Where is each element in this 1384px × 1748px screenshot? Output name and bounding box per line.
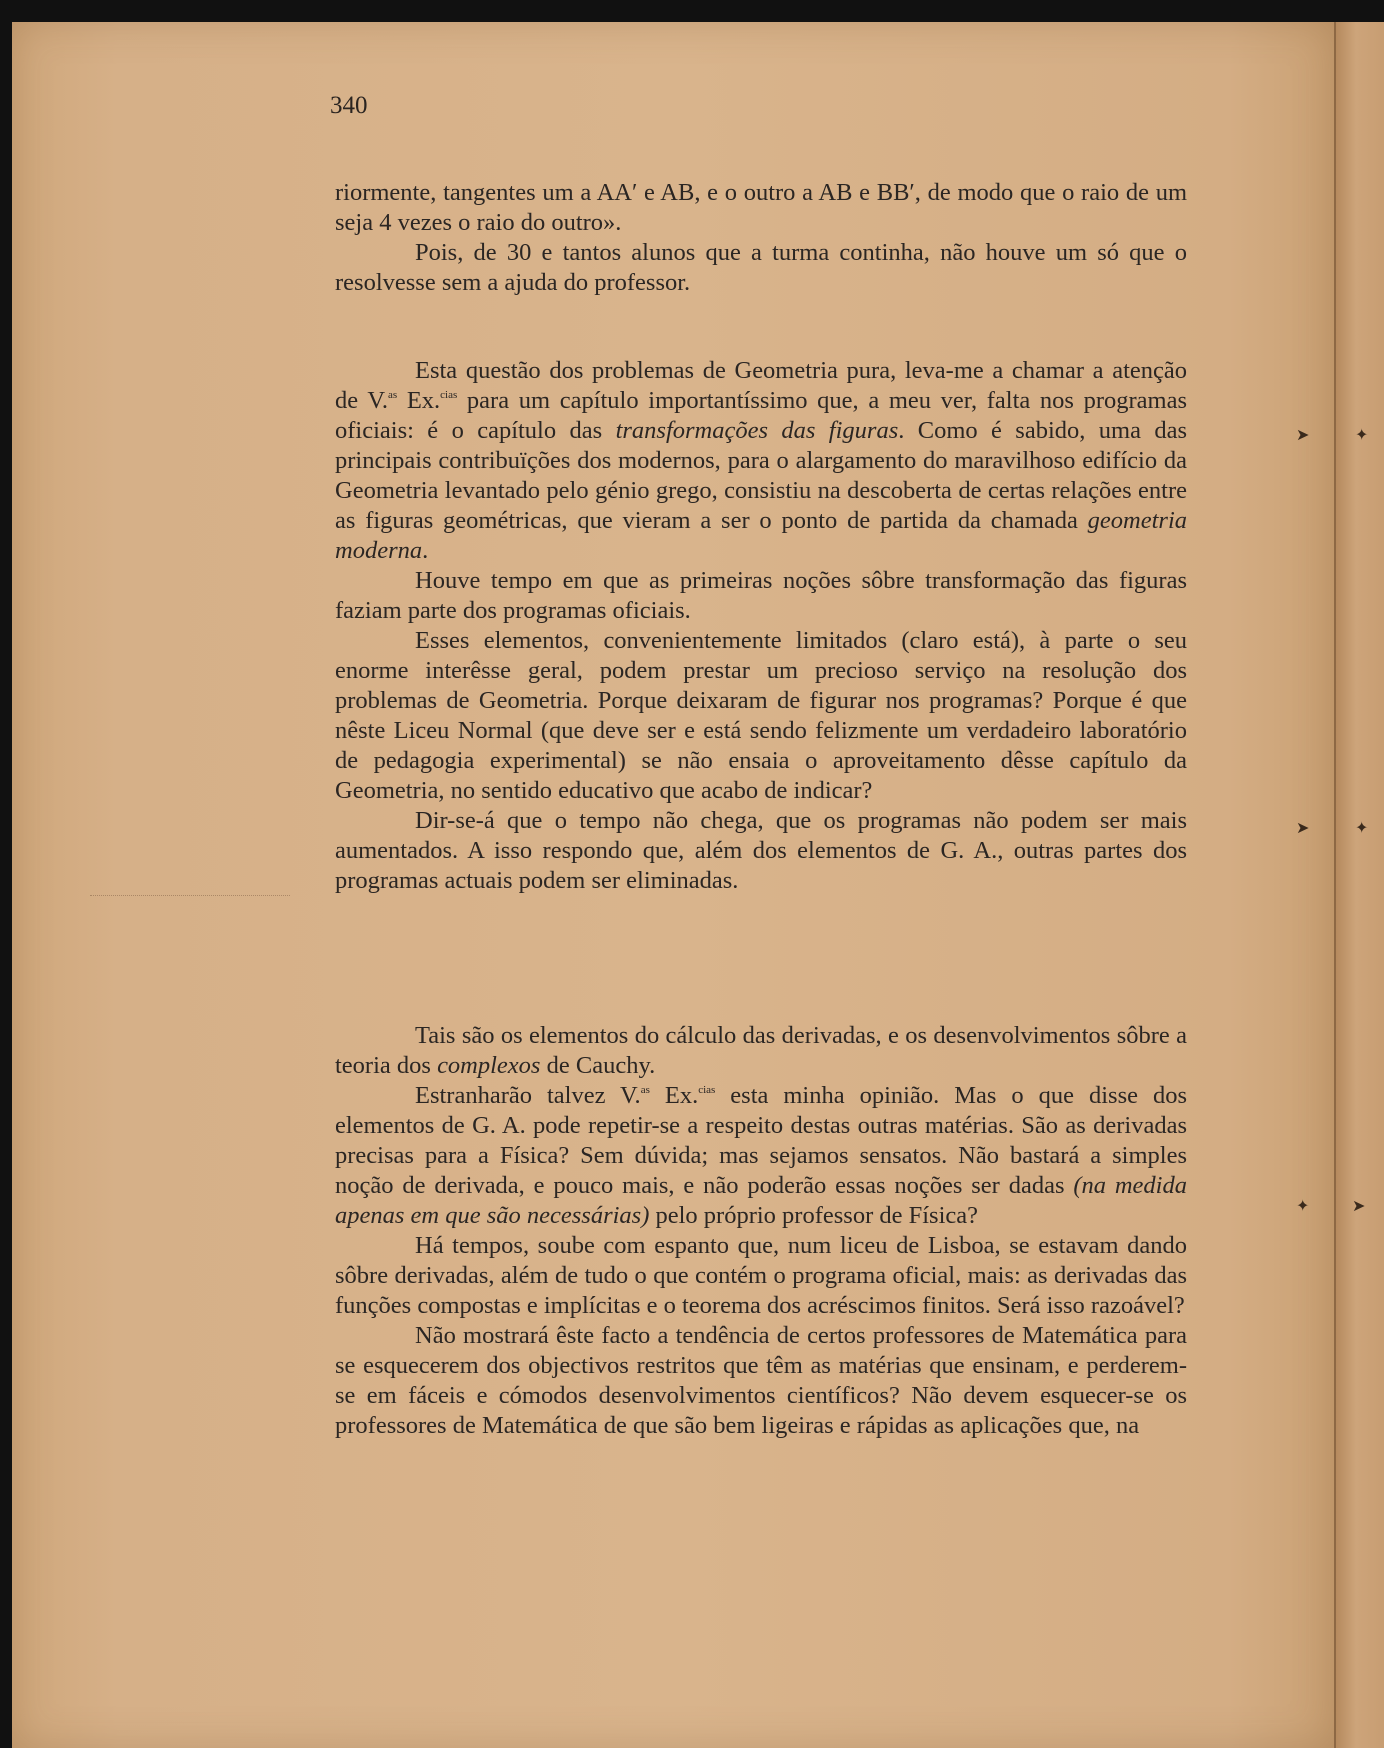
binding-mark: ✦ (1355, 818, 1369, 837)
binding-mark: ➤ (1296, 818, 1310, 837)
binding-mark: ✦ (1355, 425, 1369, 444)
paragraph: Tais são os elementos do cálculo das derivadas, e os desenvolvimentos sôbre a teoria dos complexos de Cauchy. (335, 1022, 1187, 1079)
paragraph: Não mostrará êste facto a tendência de certos professores de Matemática para se esquecerem dos objectivos restritos que têm as matérias que ensinam, e perderem-se em fáceis e cómodos desenvolvimentos científicos? Não devem esquecer-se os professores de Matemática de que são bem ligeiras e rápidas as aplicações que, na (335, 1322, 1187, 1439)
page-number: 340 (330, 92, 368, 119)
emphasis: complexos (437, 1052, 541, 1079)
emphasis: geometria moderna (335, 507, 1187, 564)
paragraph: Pois, de 30 e tantos alunos que a turma continha, não houve um só que o resolvesse sem a ajuda do professor. (335, 239, 1187, 296)
binding-mark: ➤ (1352, 1196, 1366, 1215)
adjacent-page-edge (1334, 22, 1384, 1748)
text-block-intro (335, 178, 1187, 298)
paragraph: Esta questão dos problemas de Geometria pura, leva-me a chamar a atenção de V.$^{as}$ Ex.$^{cias}$ para um capítulo importantíssimo que, a meu ver, falta nos programas oficiais: é o capítulo das transformações das figuras. Como é sabido, uma das principais contribuïções dos modernos, para o alargamento do maravilhoso edifício da Geometria levantado pelo génio grego, consistiu na descoberta de certas relações entre as figuras geométricas, que vieram a ser o ponto de partida da chamada geometria moderna. (335, 357, 1188, 564)
paragraph-continuation: riormente, tangentes um a AA′ e AB, e o outro a AB e BB′, de modo que o raio de um seja 4 vezes o raio do outro». (335, 179, 1187, 236)
emphasis: transformações das figuras (615, 417, 899, 444)
paragraph: Há tempos, soube com espanto que, num liceu de Lisboa, se estavam dando sôbre derivadas, além de tudo o que contém o programa oficial, mais: as derivadas das funções compostas e implícitas e o teorema dos acréscimos finitos. Será isso razoável? (335, 1232, 1187, 1319)
emphasis: (na medida apenas em que são necessárias) (335, 1172, 1187, 1229)
binding-mark: ➤ (1296, 425, 1310, 444)
text-block-transformations (335, 356, 1187, 896)
paragraph: Dir-se-á que o tempo não chega, que os programas não podem ser mais aumentados. A isso respondo que, além dos elementos de G. A., outras partes dos programas actuais podem ser eliminadas. (335, 807, 1187, 894)
paper-stain (90, 895, 290, 898)
binding-mark: ✦ (1296, 1196, 1310, 1215)
paragraph: Houve tempo em que as primeiras noções sôbre transformação das figuras faziam parte dos programas oficiais. (335, 567, 1187, 624)
paragraph: Estranharão talvez V.$^{as}$ Ex.$^{cias}$ esta minha opinião. Mas o que disse dos elementos de G. A. pode repetir-se a respeito destas outras matérias. São as derivadas precisas para a Física? Sem dúvida; mas sejamos sensatos. Não bastará a simples noção de derivada, e pouco mais, e não poderão essas noções ser dadas (na medida apenas em que são necessárias) pelo próprio professor de Física? (335, 1082, 1188, 1229)
paragraph: Esses elementos, convenientemente limitados (claro está), à parte o seu enorme interêsse geral, podem prestar um precioso serviço na resolução dos problemas de Geometria. Porque deixaram de figurar nos programas? Porque é que nêste Liceu Normal (que deve ser e está sendo felizmente um verdadeiro laboratório de pedagogia experimental) se não ensaia o aproveitamento dêsse capítulo da Geometria, no sentido educativo que acabo de indicar? (335, 627, 1187, 804)
text-block-derivatives (335, 1021, 1187, 1441)
